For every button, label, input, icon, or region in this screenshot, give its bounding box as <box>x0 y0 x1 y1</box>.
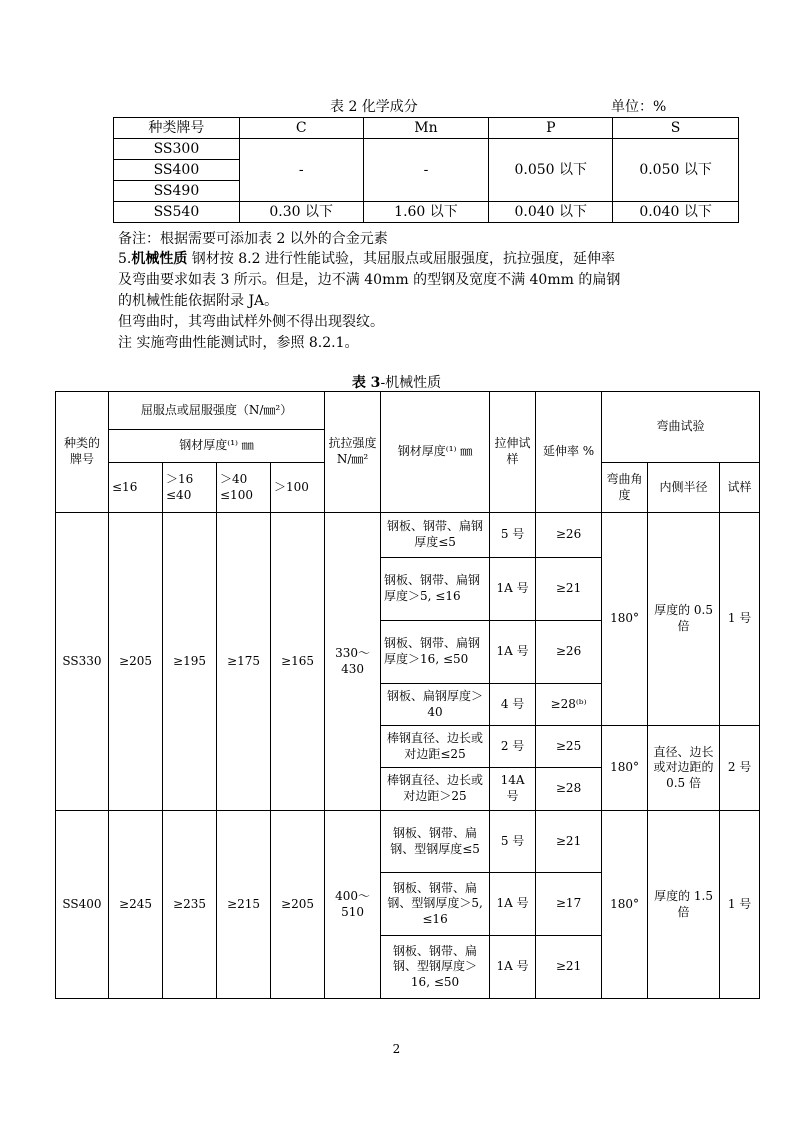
sample-cell: 1 号 <box>720 811 760 999</box>
header-bend-angle: 弯曲角度 <box>602 463 648 513</box>
s-cell: 0.050 以下 <box>613 139 739 202</box>
grade-cell: SS300 <box>114 139 240 160</box>
thickness-cell: 棒钢直径、边长或对边距≤25 <box>381 726 490 768</box>
specimen-cell: 1A 号 <box>490 936 536 999</box>
grade-cell: SS400 <box>114 160 240 181</box>
specimen-cell: 5 号 <box>490 513 536 558</box>
table3-caption-text: -机械性质 <box>380 375 442 391</box>
header-cell: S <box>613 118 739 139</box>
header-elongation: 延伸率 % <box>536 392 602 513</box>
yield-cell: ≥215 <box>217 811 271 999</box>
specimen-cell: 1A 号 <box>490 873 536 936</box>
p-cell: 0.050 以下 <box>489 139 613 202</box>
specimen-cell: 5 号 <box>490 811 536 873</box>
header-t3: ＞40 ≤100 <box>217 463 271 513</box>
header-cell: C <box>239 118 363 139</box>
page-number: 2 <box>392 1042 401 1056</box>
header-yield: 屈服点或屈服强度（N/㎜²） <box>109 392 325 430</box>
p-cell: 0.040 以下 <box>489 202 613 223</box>
header-specimen: 拉伸试样 <box>490 392 536 513</box>
section-text: 钢材按 8.2 进行性能试验，其屈服点或屈服强度，抗拉强度，延伸率 <box>187 251 615 267</box>
table2-caption: 表 2 化学成分 <box>330 99 418 115</box>
thickness-cell: 钢板、钢带、扁钢厚度＞16, ≤50 <box>381 621 490 684</box>
yield-cell: ≥245 <box>109 811 163 999</box>
section5-line: 及弯曲要求如表 3 所示。但是，边不满 40mm 的型钢及宽度不满 40mm 的扁钢 <box>118 272 621 288</box>
table3-caption <box>0 372 793 392</box>
section5-line: 但弯曲时，其弯曲试样外侧不得出现裂纹。 <box>118 314 384 330</box>
elongation-cell: ≥28⁽ᵇ⁾ <box>536 684 602 726</box>
inner-radius-cell: 厚度的 1.5 倍 <box>648 811 720 999</box>
specimen-cell: 14A 号 <box>490 768 536 811</box>
thickness-cell: 钢板、扁钢厚度＞40 <box>381 684 490 726</box>
header-cell: 种类牌号 <box>114 118 240 139</box>
section5-note: 注 实施弯曲性能测试时，参照 8.2.1。 <box>118 335 359 351</box>
header-thickness: 钢材厚度⁽¹⁾ ㎜ <box>381 392 490 513</box>
section-title: 机械性质 <box>131 251 188 267</box>
specimen-cell: 2 号 <box>490 726 536 768</box>
bend-angle-cell: 180° <box>602 513 648 726</box>
thickness-cell: 钢板、钢带、扁钢、型钢厚度≤5 <box>381 811 490 873</box>
elongation-cell: ≥25 <box>536 726 602 768</box>
yield-cell: ≥205 <box>109 513 163 811</box>
mn-cell: - <box>363 139 489 202</box>
grade-cell: SS490 <box>114 181 240 202</box>
elongation-cell: ≥26 <box>536 621 602 684</box>
table3-caption-label: 表 3 <box>351 375 381 391</box>
specimen-cell: 1A 号 <box>490 558 536 621</box>
grade-cell: SS540 <box>114 202 240 223</box>
bend-angle-cell: 180° <box>602 811 648 999</box>
thickness-cell: 钢板、钢带、扁钢、型钢厚度＞5, ≤16 <box>381 873 490 936</box>
section-number: 5. <box>118 251 132 267</box>
sample-cell: 1 号 <box>720 513 760 726</box>
bend-angle-cell: 180° <box>602 726 648 811</box>
c-cell: 0.30 以下 <box>239 202 363 223</box>
header-sample: 试样 <box>720 463 760 513</box>
elongation-cell: ≥21 <box>536 936 602 999</box>
elongation-cell: ≥17 <box>536 873 602 936</box>
header-t1: ≤16 <box>109 463 163 513</box>
specimen-cell: 1A 号 <box>490 621 536 684</box>
table-row <box>56 811 760 873</box>
elongation-cell: ≥21 <box>536 811 602 873</box>
s-cell: 0.040 以下 <box>613 202 739 223</box>
table-row <box>114 139 739 160</box>
elongation-cell: ≥26 <box>536 513 602 558</box>
header-cell: Mn <box>363 118 489 139</box>
elongation-cell: ≥21 <box>536 558 602 621</box>
section5-line <box>118 248 615 268</box>
header-bend-test: 弯曲试验 <box>602 392 760 463</box>
sample-cell: 2 号 <box>720 726 760 811</box>
yield-cell: ≥235 <box>163 811 217 999</box>
yield-cell: ≥165 <box>271 513 325 811</box>
header-grade: 种类的牌号 <box>56 392 109 513</box>
table-header-row <box>56 392 760 430</box>
mn-cell: 1.60 以下 <box>363 202 489 223</box>
table-header-row <box>114 118 739 139</box>
tensile-cell: 400～510 <box>325 811 381 999</box>
table-row <box>114 202 739 223</box>
header-tensile: 抗拉强度 N/㎜² <box>325 392 381 513</box>
thickness-cell: 钢板、钢带、扁钢、型钢厚度＞16, ≤50 <box>381 936 490 999</box>
grade-cell: SS400 <box>56 811 109 999</box>
yield-cell: ≥205 <box>271 811 325 999</box>
specimen-cell: 4 号 <box>490 684 536 726</box>
elongation-cell: ≥28 <box>536 768 602 811</box>
table2-remark: 备注：根据需要可添加表 2 以外的合金元素 <box>118 231 388 247</box>
yield-cell: ≥195 <box>163 513 217 811</box>
thickness-cell: 钢板、钢带、扁钢厚度＞5, ≤16 <box>381 558 490 621</box>
inner-radius-cell: 直径、边长或对边距的 0.5 倍 <box>648 726 720 811</box>
thickness-cell: 棒钢直径、边长或对边距＞25 <box>381 768 490 811</box>
table-row <box>56 513 760 558</box>
mechanical-properties-table <box>55 391 760 999</box>
header-t2: ＞16 ≤40 <box>163 463 217 513</box>
header-t4: ＞100 <box>271 463 325 513</box>
inner-radius-cell: 厚度的 0.5 倍 <box>648 513 720 726</box>
grade-cell: SS330 <box>56 513 109 811</box>
tensile-cell: 330～430 <box>325 513 381 811</box>
table2-unit: 单位：% <box>611 99 667 115</box>
section5-line: 的机械性能依据附录 JA。 <box>118 293 279 309</box>
yield-cell: ≥175 <box>217 513 271 811</box>
header-cell: P <box>489 118 613 139</box>
chemical-composition-table <box>113 117 739 223</box>
c-cell: - <box>239 139 363 202</box>
header-inner-radius: 内侧半径 <box>648 463 720 513</box>
header-steel-thickness: 钢材厚度⁽¹⁾ ㎜ <box>109 430 325 463</box>
thickness-cell: 钢板、钢带、扁钢厚度≤5 <box>381 513 490 558</box>
